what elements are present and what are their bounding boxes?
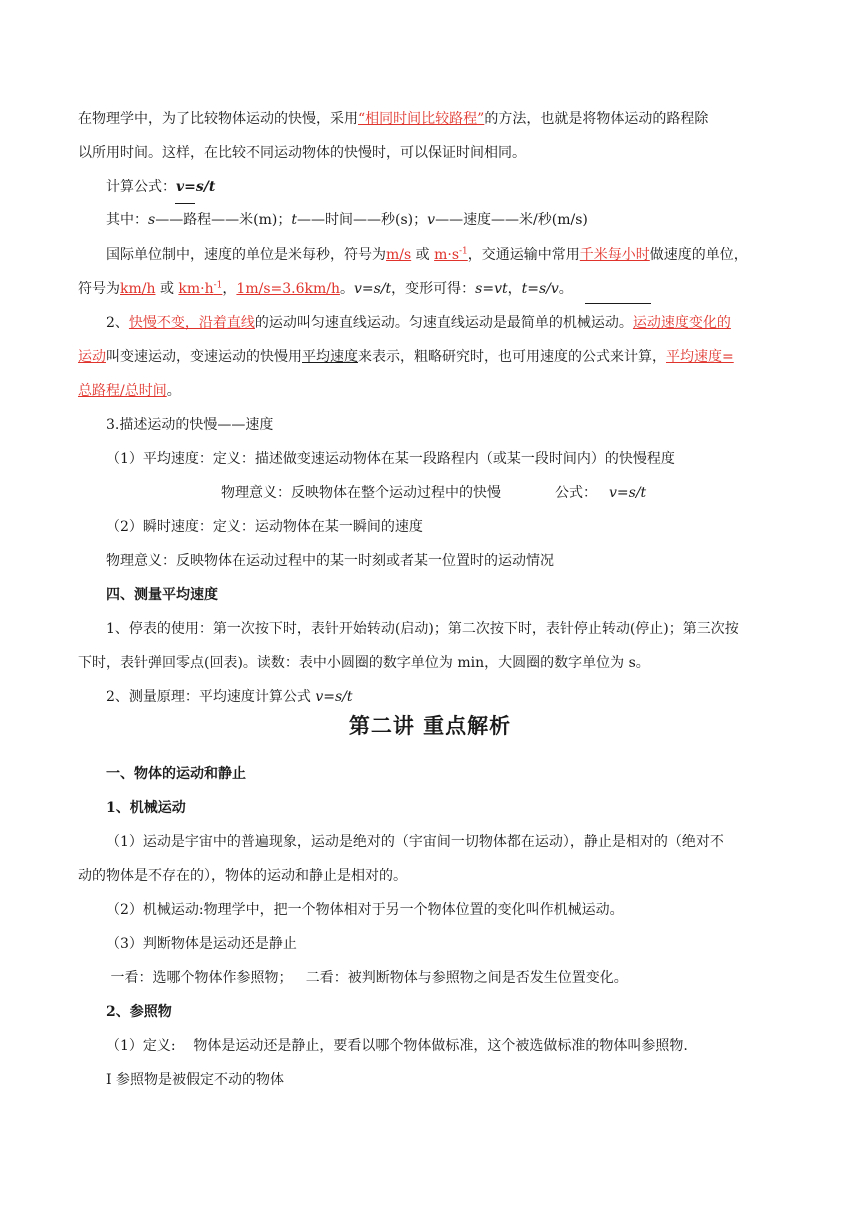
symbol: t: [291, 212, 298, 228]
section-heading: 一、物体的运动和静止: [106, 766, 246, 782]
text: 的方法，也就是将物体运动的路程除: [484, 111, 709, 127]
paragraph-line: （3）判断物体是运动还是静止: [106, 936, 297, 952]
formula-label: 计算公式：: [106, 179, 176, 195]
text: 在物理学中，为了比较物体运动的快慢，采用: [78, 111, 358, 127]
text: 。: [340, 281, 354, 297]
paragraph-line: [106, 313, 812, 333]
paragraph-line: （1）平均速度：定义：描述做变速运动物体在某一段路程内（或某一段时间内）的快慢程度: [106, 451, 675, 467]
paragraph-line: I 参照物是被假定不动的物体: [106, 1072, 284, 1088]
text: 以所用时间。这样，在比较不同运动物体的快慢时，可以保证时间相同。: [78, 145, 526, 161]
paragraph-line: [78, 109, 784, 129]
paragraph-line: （2）瞬时速度：定义：运动物体在某一瞬间的速度: [106, 519, 423, 535]
unit-highlight: [178, 281, 222, 297]
highlighted-phrase: 快慢不变，沿着直线: [128, 315, 255, 331]
paragraph-line: 1、停表的使用：第一次按下时，表针开始转动(启动)；第二次按下时，表针停止转动(停止)；第三次按: [106, 621, 739, 637]
formula-line: [106, 177, 812, 197]
paragraph-line: 动的物体是不存在的），物体的运动和静止是相对的。: [78, 868, 407, 884]
text: ，交通运输中常用: [467, 247, 580, 263]
paragraph-line: [78, 143, 784, 163]
text: km·h: [178, 281, 214, 297]
text: 其中：: [106, 212, 148, 228]
text: m·s: [434, 247, 460, 263]
superscript: -1: [459, 246, 468, 257]
formula: s=vt: [475, 281, 508, 297]
item-heading: 3.描述运动的快慢——速度: [106, 417, 274, 433]
text: ，: [222, 281, 237, 297]
paragraph-line: 一看：选哪个物体作参照物； 二看：被判断物体与参照物之间是否发生位置变化。: [106, 970, 628, 986]
text: 国际单位制中，速度的单位是米每秒，符号为: [106, 247, 386, 263]
formula: t=s/v: [521, 281, 559, 297]
text: 来表示，粗略研究时，也可用速度的公式来计算，: [358, 349, 666, 365]
text: 。: [558, 281, 573, 297]
paragraph-line: 物理意义：反映物体在运动过程中的某一时刻或者某一位置时的运动情况: [106, 553, 554, 569]
definitions-line: [106, 210, 812, 230]
formula-rule: [175, 203, 195, 204]
text: 物理意义：反映物体在整个运动过程中的快慢: [221, 485, 501, 501]
formula: v=s/t: [176, 179, 216, 195]
highlighted-phrase: 平均速度=: [666, 349, 734, 365]
paragraph-line: （1）定义: 物体是运动还是静止，要看以哪个物体做标准，这个被选做标准的物体叫参照物.: [106, 1038, 688, 1054]
text: 或: [411, 247, 435, 263]
subsection-heading: 2、参照物: [106, 1004, 172, 1020]
formula: v=s/t: [609, 485, 647, 501]
text: ，: [507, 281, 522, 297]
text: 。: [166, 383, 181, 399]
lecture-title: 第二讲 重点解析: [348, 713, 512, 738]
text: ，变形可得：: [391, 281, 476, 297]
section-heading: 四、测量平均速度: [106, 587, 218, 603]
unit-highlight: km/h: [120, 281, 156, 297]
paragraph-line: 下时，表针弹回零点(回表)。读数：表中小圆圈的数字单位为 min，大圆圈的数字单位为 s。: [78, 655, 650, 671]
unit-highlight: [434, 247, 468, 263]
text: 做速度的单位，: [649, 247, 748, 263]
text: 2、: [106, 315, 129, 331]
text: 符号为: [78, 281, 120, 297]
highlighted-phrase: “相同时间比较路程”: [358, 111, 485, 127]
text: 或: [155, 281, 179, 297]
highlighted-phrase: 运动: [78, 349, 106, 365]
decorative-rule: [585, 303, 651, 304]
underlined-term: 平均速度: [302, 349, 358, 365]
units-line: [106, 245, 812, 265]
text: ——时间——秒(s)；: [297, 212, 428, 228]
paragraph-line: [221, 483, 721, 503]
paragraph-line: （1）运动是宇宙中的普遍现象，运动是绝对的（宇宙间一切物体都在运动），静止是相对的（绝对不: [106, 834, 724, 850]
paragraph-line: [78, 381, 784, 401]
superscript: -1: [213, 280, 223, 291]
formula: v=s/t: [315, 689, 353, 705]
text: 2、测量原理：平均速度计算公式: [106, 689, 316, 705]
subsection-heading: 1、机械运动: [106, 800, 186, 816]
symbol: s: [148, 212, 156, 228]
unit-highlight: 千米每小时: [579, 247, 650, 263]
text: 叫变速运动，变速运动的快慢用: [106, 349, 302, 365]
unit-highlight: m/s: [386, 247, 412, 263]
highlighted-phrase: 运动速度变化的: [632, 315, 731, 331]
text: 公式：: [555, 485, 597, 501]
text: ——路程——米(m)；: [155, 212, 292, 228]
formula: v=s/t: [354, 281, 392, 297]
paragraph-line: （2）机械运动:物理学中，把一个物体相对于另一个物体位置的变化叫作机械运动。: [106, 902, 624, 918]
units-line: [78, 279, 784, 299]
text: 的运动叫匀速直线运动。匀速直线运动是最简单的机械运动。: [254, 315, 633, 331]
text: ——速度——米/秒(m/s): [435, 212, 588, 228]
highlighted-phrase: 总路程/总时间: [78, 383, 167, 399]
symbol: v: [427, 212, 436, 228]
paragraph-line: [78, 347, 784, 367]
paragraph-line: [106, 687, 812, 707]
unit-highlight: 1m/s=3.6km/h: [236, 281, 340, 297]
